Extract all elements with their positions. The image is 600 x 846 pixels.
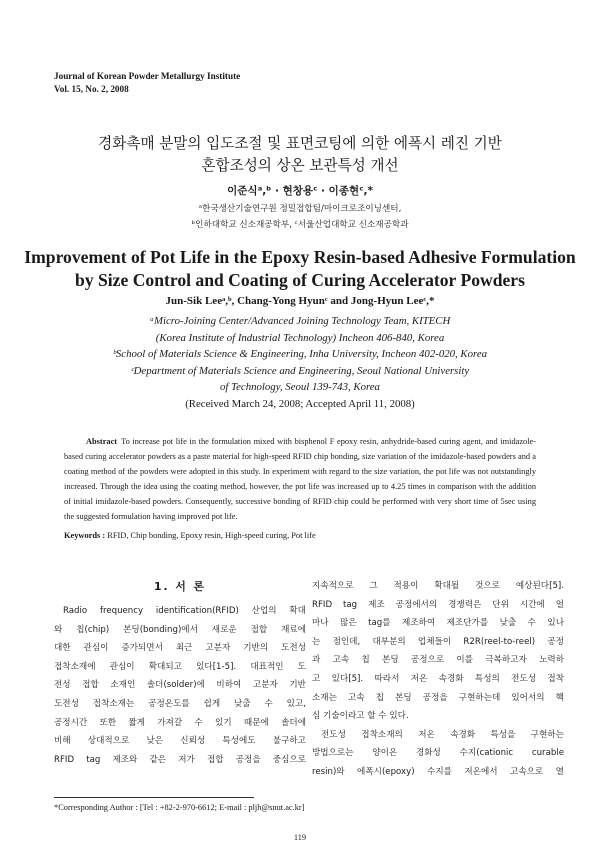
korean-title-line-1: 경화촉매 분말의 입도조절 및 표면코팅에 의한 에폭시 레진 기반 bbox=[98, 135, 502, 152]
body-line: 마나 많은 tag를 제조하여 제조단가를 낮출 수 있나 bbox=[312, 618, 564, 629]
body-column-right bbox=[312, 577, 564, 782]
body-line: RFID tag 제조 공정에서의 경쟁력은 단위 시간에 얼 bbox=[312, 599, 564, 610]
affiliation-c-cont: of Technology, Seoul 139-743, Korea bbox=[220, 381, 380, 394]
body-line: Radio frequency identification(RFID) 산업의 확대 bbox=[63, 606, 306, 616]
body-line: 심 기술이라고 할 수 있다. bbox=[312, 711, 409, 722]
affiliation-a-cont: (Korea Institute of Industrial Technology) Incheon 406-840, Korea bbox=[155, 331, 445, 344]
footnote-divider bbox=[54, 797, 254, 798]
body-line: 공정시간 또한 짧게 가져갈 수 있기 때문에 솔더에 bbox=[54, 717, 306, 728]
keywords bbox=[64, 531, 536, 540]
body-line: 비해 상대적으로 낮은 신뢰성 특성에도 불구하고 bbox=[54, 736, 306, 747]
english-title-line-2: by Size Control and Coating of Curing Accelerator Powders bbox=[75, 270, 525, 290]
body-line: 방법으로는 양이온 경화성 수지(cationic curable bbox=[312, 748, 564, 759]
affiliation-c: ᶜDepartment of Materials Science and Engineering, Seoul National University bbox=[130, 364, 470, 377]
korean-affiliations bbox=[0, 201, 600, 233]
body-line: resin)와 에폭시(epoxy) 수지를 저온에서 고속으로 열 bbox=[312, 766, 564, 777]
keywords-label: Keywords : bbox=[64, 531, 106, 540]
abstract bbox=[64, 434, 536, 524]
body-line: 도전성 접착소재는 공정온도를 쉽게 낮출 수 있고, bbox=[54, 698, 306, 709]
body-line: 대한 관심이 증가되면서 최근 고분자 기반의 도전성 bbox=[54, 643, 306, 654]
body-line: 와 칩(chip) 본딩(bonding)에서 새로운 접합 재료에 bbox=[54, 624, 306, 635]
body-line: RFID tag 제조와 같은 저가 접합 공정을 중심으로 bbox=[54, 754, 306, 765]
section-title-introduction: 1. 서 론 bbox=[154, 580, 206, 593]
english-authors: Jun-Sik Leeᵃ,ᵇ, Chang-Yong Hyunᶜ and Jong-Hyun Leeᶜ,* bbox=[165, 295, 435, 307]
journal-name: Journal of Korean Powder Metallurgy Institute bbox=[54, 71, 241, 81]
keywords-text: RFID, Chip bonding, Epoxy resin, High-speed curing, Pot life bbox=[107, 531, 316, 540]
abstract-text: To increase pot life in the formulation mixed with bisphenol F epoxy resin, anhydride-based curing agent, and imidazole-based curing accelerator powders as a paste material for high-speed RFID chip bonding, size variation of the imidazole-based powders and a coating method of the powders were adopted in this study. In experiment with regard to the size variation, the pot life was not outstandingly increased. Through the idea using the coating method, however, the pot life was increased up to 4.25 times in comparison with the addition of initial imidazole-based powders. Consequently, successive bonding of RFID chip could be performed with very short time of 5sec using the suggested formulation having improved pot life. bbox=[64, 437, 536, 521]
body-line: 접착소재에 관심이 확대되고 있다[1-5]. 대표적인 도 bbox=[54, 661, 306, 672]
english-title bbox=[0, 246, 600, 292]
body-line: 소재는 고속 칩 본딩 공정을 구현하는데 있어서의 핵 bbox=[312, 692, 564, 703]
page-number: 119 bbox=[293, 833, 307, 842]
korean-title-line-2: 혼합조성의 상온 보관특성 개선 bbox=[201, 157, 399, 174]
body-line: 전도성 접착소재의 저온 속경화 특성을 구현하는 bbox=[321, 729, 564, 740]
corresponding-author-footnote: *Corresponding Author : [Tel : +82-2-970-6612; E-mail : pljh@snut.ac.kr] bbox=[54, 803, 305, 812]
body-line: 지속적으로 그 적용이 확대될 것으로 예상된다[5]. bbox=[312, 581, 564, 591]
received-dates: (Received March 24, 2008; Accepted April 11, 2008) bbox=[185, 397, 415, 410]
english-title-line-1: Improvement of Pot Life in the Epoxy Resin-based Adhesive Formulation bbox=[24, 247, 576, 267]
body-line: 고 있다[5]. 따라서 저온 속경화 특성의 전도성 접착 bbox=[312, 673, 564, 684]
affiliation-a: ᵃMicro-Joining Center/Advanced Joining Technology Team, KITECH bbox=[149, 315, 451, 327]
english-affiliations bbox=[0, 313, 600, 413]
korean-affiliation-line-1: ᵃ한국생산기술연구원 정밀접합팀/마이크로조이닝센터, bbox=[198, 204, 402, 214]
korean-title bbox=[0, 133, 600, 177]
body-line: 는 점인데, 대부분의 업체들이 R2R(reel-to-reel) 공정 bbox=[312, 636, 564, 647]
body-column-left bbox=[54, 568, 306, 769]
korean-authors: 이준식ᵃ,ᵇ · 현창용ᶜ · 이종현ᶜ,* bbox=[227, 185, 373, 197]
journal-header bbox=[54, 70, 240, 96]
journal-volume: Vol. 15, No. 2, 2008 bbox=[54, 84, 129, 94]
abstract-label: Abstract bbox=[86, 437, 118, 446]
affiliation-b: ᵇSchool of Materials Science & Engineering, Inha University, Incheon 402-020, Korea bbox=[112, 348, 488, 361]
body-line: 과 고속 칩 본딩 공정으로 이를 극복하고자 노력하 bbox=[312, 655, 564, 666]
korean-affiliation-line-2: ᵇ인하대학교 신소재공학부, ᶜ서울산업대학교 신소재공학과 bbox=[191, 220, 409, 230]
body-line: 전성 접합 소재인 솔더(solder)에 비하여 고분자 기반 bbox=[54, 680, 306, 691]
